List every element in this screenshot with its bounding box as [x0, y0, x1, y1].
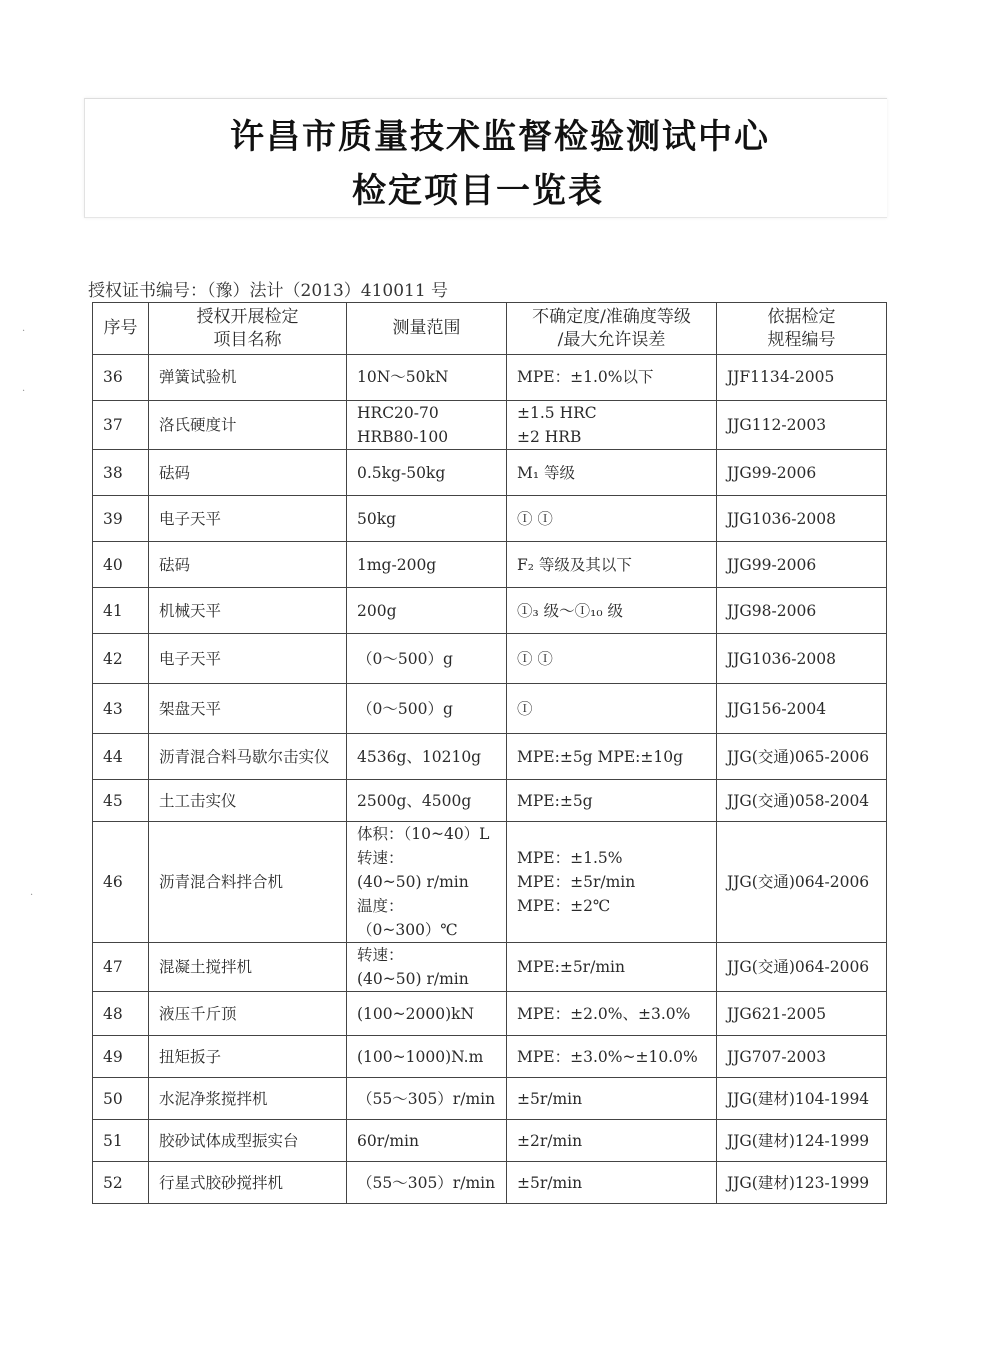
cell-range: HRC20-70 HRB80-100: [347, 401, 507, 450]
cell-no: 45: [93, 780, 149, 822]
cell-accuracy: F₂ 等级及其以下: [507, 542, 717, 588]
header-accuracy: 不确定度/准确度等级 /最大允许误差: [507, 303, 717, 355]
scan-speck: ·: [30, 890, 34, 901]
cell-range: （0～500）g: [347, 684, 507, 734]
cell-code: JJF1134-2005: [717, 355, 887, 401]
cell-no: 36: [93, 355, 149, 401]
cell-code: JJG156-2004: [717, 684, 887, 734]
cell-item-name: 机械天平: [149, 588, 347, 634]
header-no: 序号: [93, 303, 149, 355]
cell-item-name: 电子天平: [149, 634, 347, 684]
cell-range: 1mg-200g: [347, 542, 507, 588]
cell-code: JJG(建材)124-1999: [717, 1120, 887, 1162]
table-row: [93, 684, 887, 734]
cell-no: 37: [93, 401, 149, 450]
cell-accuracy: Ⓘ: [507, 684, 717, 734]
table-row: [93, 1120, 887, 1162]
cell-range: 60r/min: [347, 1120, 507, 1162]
cell-code: JJG99-2006: [717, 542, 887, 588]
cell-accuracy: Ⓘ Ⓘ: [507, 496, 717, 542]
table-row: [93, 355, 887, 401]
cell-no: 38: [93, 450, 149, 496]
cell-range: (100~1000)N.m: [347, 1036, 507, 1078]
cell-item-name: 土工击实仪: [149, 780, 347, 822]
table-row: [93, 588, 887, 634]
inspection-items-table: [92, 302, 887, 1204]
cell-range: 4536g、10210g: [347, 734, 507, 780]
cell-accuracy: MPE：±1.5% MPE：±5r/min MPE：±2℃: [507, 822, 717, 943]
cell-item-name: 砝码: [149, 542, 347, 588]
cell-no: 49: [93, 1036, 149, 1078]
header-range: 测量范围: [347, 303, 507, 355]
cell-range: 0.5kg-50kg: [347, 450, 507, 496]
cell-range: 10N～50kN: [347, 355, 507, 401]
table-header-row: [93, 303, 887, 355]
table-row: [93, 1036, 887, 1078]
cell-accuracy: ±1.5 HRC ±2 HRB: [507, 401, 717, 450]
table-row: [93, 822, 887, 943]
cell-accuracy: ①₃ 级～Ⓘ₁₀ 级: [507, 588, 717, 634]
cell-code: JJG1036-2008: [717, 496, 887, 542]
cell-range: （55～305）r/min: [347, 1078, 507, 1120]
cell-no: 44: [93, 734, 149, 780]
table-row: [93, 734, 887, 780]
cell-item-name: 电子天平: [149, 496, 347, 542]
header-item-name: 授权开展检定 项目名称: [149, 303, 347, 355]
cell-no: 51: [93, 1120, 149, 1162]
cell-no: 39: [93, 496, 149, 542]
cell-item-name: 液压千斤顶: [149, 992, 347, 1036]
cell-range: 转速： (40~50) r/min: [347, 943, 507, 992]
table-row: [93, 943, 887, 992]
cell-range: （0～500）g: [347, 634, 507, 684]
cell-accuracy: M₁ 等级: [507, 450, 717, 496]
cell-accuracy: ±5r/min: [507, 1162, 717, 1204]
cell-no: 46: [93, 822, 149, 943]
table-row: [93, 634, 887, 684]
cell-accuracy: MPE:±5g MPE:±10g: [507, 734, 717, 780]
certificate-number: 授权证书编号：（豫）法计（2013）410011 号: [88, 281, 449, 301]
table-row: [93, 496, 887, 542]
cell-item-name: 混凝土搅拌机: [149, 943, 347, 992]
cell-range: 50kg: [347, 496, 507, 542]
cell-accuracy: Ⓘ Ⓘ: [507, 634, 717, 684]
title-banner: [84, 98, 887, 218]
cell-code: JJG707-2003: [717, 1036, 887, 1078]
cell-code: JJG112-2003: [717, 401, 887, 450]
table-row: [93, 401, 887, 450]
header-code: 依据检定 规程编号: [717, 303, 887, 355]
cell-item-name: 扭矩扳子: [149, 1036, 347, 1078]
cell-code: JJG(交通)058-2004: [717, 780, 887, 822]
table-row: [93, 450, 887, 496]
cell-item-name: 胶砂试体成型振实台: [149, 1120, 347, 1162]
table-row: [93, 1162, 887, 1204]
cell-no: 48: [93, 992, 149, 1036]
cell-no: 52: [93, 1162, 149, 1204]
cell-code: JJG98-2006: [717, 588, 887, 634]
cell-code: JJG621-2005: [717, 992, 887, 1036]
cell-no: 43: [93, 684, 149, 734]
cell-no: 47: [93, 943, 149, 992]
cell-item-name: 沥青混合料拌合机: [149, 822, 347, 943]
cell-accuracy: ±2r/min: [507, 1120, 717, 1162]
cell-range: 2500g、4500g: [347, 780, 507, 822]
cell-code: JJG(建材)123-1999: [717, 1162, 887, 1204]
document-subtitle: 检定项目一览表: [352, 171, 604, 211]
cell-code: JJG(交通)064-2006: [717, 943, 887, 992]
cell-accuracy: MPE:±5g: [507, 780, 717, 822]
cell-item-name: 架盘天平: [149, 684, 347, 734]
cell-accuracy: MPE：±1.0%以下: [507, 355, 717, 401]
cell-item-name: 水泥净浆搅拌机: [149, 1078, 347, 1120]
scan-speck: ·: [22, 326, 26, 337]
cell-accuracy: MPE：±3.0%~±10.0%: [507, 1036, 717, 1078]
cell-no: 41: [93, 588, 149, 634]
table-row: [93, 780, 887, 822]
cell-no: 50: [93, 1078, 149, 1120]
document-title: 许昌市质量技术监督检验测试中心: [230, 117, 770, 157]
scan-speck: ·: [22, 386, 26, 397]
cell-code: JJG1036-2008: [717, 634, 887, 684]
cell-range: (100~2000)kN: [347, 992, 507, 1036]
cell-range: 体积：（10~40）L 转速： (40~50) r/min 温度：（0~300）℃: [347, 822, 507, 943]
table-row: [93, 542, 887, 588]
table-row: [93, 992, 887, 1036]
cell-code: JJG99-2006: [717, 450, 887, 496]
cell-accuracy: MPE:±5r/min: [507, 943, 717, 992]
cell-item-name: 行星式胶砂搅拌机: [149, 1162, 347, 1204]
cell-code: JJG(建材)104-1994: [717, 1078, 887, 1120]
cell-code: JJG(交通)064-2006: [717, 822, 887, 943]
cell-range: 200g: [347, 588, 507, 634]
cell-no: 42: [93, 634, 149, 684]
cell-range: （55～305）r/min: [347, 1162, 507, 1204]
cell-accuracy: ±5r/min: [507, 1078, 717, 1120]
cell-item-name: 弹簧试验机: [149, 355, 347, 401]
cell-no: 40: [93, 542, 149, 588]
cell-item-name: 砝码: [149, 450, 347, 496]
cell-item-name: 沥青混合料马歇尔击实仪: [149, 734, 347, 780]
cell-accuracy: MPE：±2.0%、±3.0%: [507, 992, 717, 1036]
table-row: [93, 1078, 887, 1120]
cell-item-name: 洛氏硬度计: [149, 401, 347, 450]
cell-code: JJG(交通)065-2006: [717, 734, 887, 780]
